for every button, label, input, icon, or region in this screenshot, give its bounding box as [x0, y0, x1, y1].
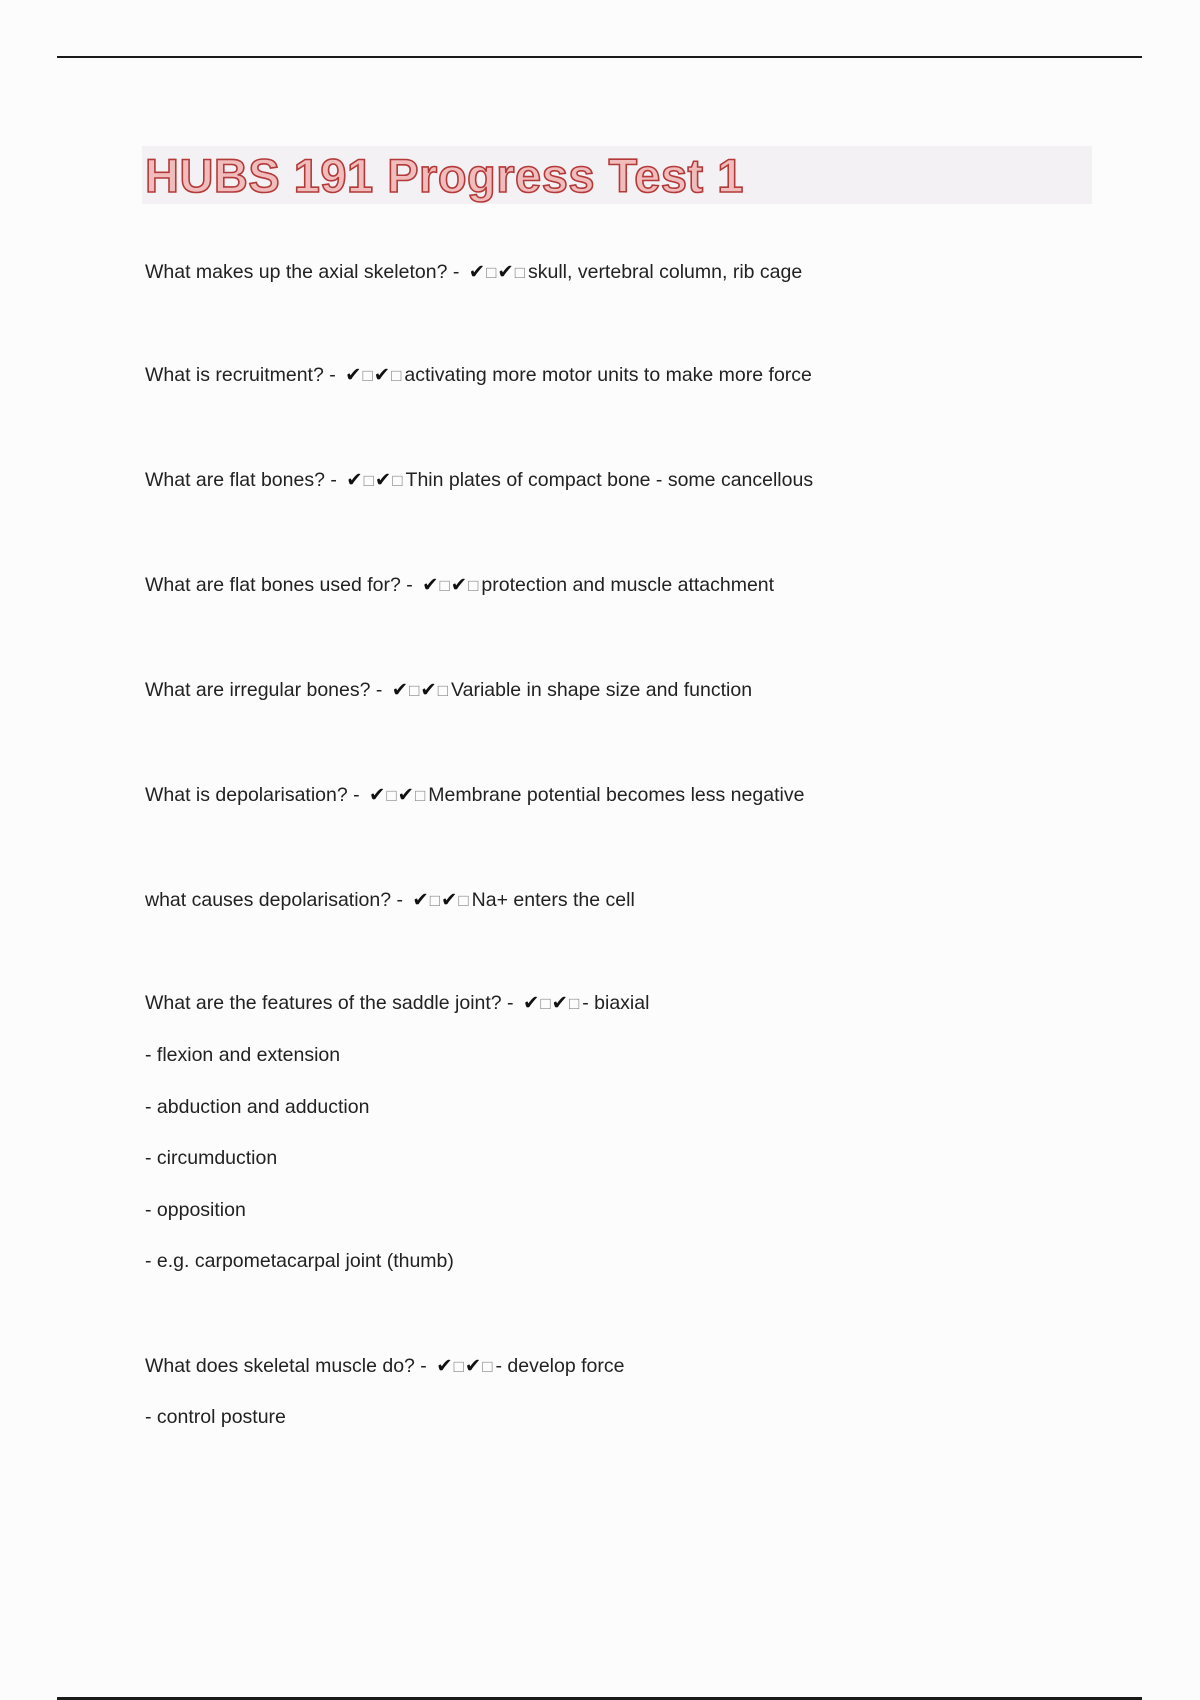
question-text: What makes up the axial skeleton? -	[145, 261, 460, 283]
check-icon: ✔	[551, 992, 569, 1014]
check-icon: ✔	[468, 261, 487, 283]
box-icon: □	[486, 263, 498, 282]
check-icon: ✔	[374, 469, 393, 491]
qa-item-7	[145, 887, 635, 914]
qa-item-6	[145, 782, 804, 809]
answer-marker	[436, 1353, 493, 1380]
box-icon: □	[468, 576, 480, 595]
box-icon: □	[429, 891, 442, 910]
box-icon: □	[415, 786, 427, 805]
check-icon: ✔	[373, 364, 392, 386]
check-icon: ✔	[345, 364, 363, 386]
qa-item-2	[145, 362, 812, 389]
check-icon: ✔	[450, 574, 469, 596]
question-text: What are irregular bones? -	[145, 679, 383, 701]
answer-marker	[412, 887, 469, 914]
box-icon: □	[437, 681, 450, 700]
question-text: What are flat bones? -	[145, 469, 337, 491]
answer-text: activating more motor units to make more force	[404, 364, 812, 386]
check-icon: ✔	[369, 784, 387, 806]
box-icon: □	[514, 263, 526, 282]
answer-line: - abduction and adduction	[145, 1096, 370, 1118]
box-icon: □	[458, 891, 470, 910]
box-icon: □	[540, 994, 552, 1013]
qa-item-3	[145, 467, 813, 494]
check-icon: ✔	[441, 889, 459, 911]
check-icon: ✔	[391, 679, 410, 701]
answer-text: protection and muscle attachment	[481, 574, 775, 596]
answer-text: Membrane potential becomes less negative	[428, 784, 805, 806]
check-icon: ✔	[464, 1355, 483, 1377]
question-text: What is recruitment? -	[145, 364, 336, 386]
check-icon: ✔	[497, 261, 515, 283]
question-text: What are the features of the saddle joint? -	[145, 992, 514, 1014]
answer-line: - control posture	[145, 1406, 286, 1428]
qa-item-4	[145, 572, 774, 599]
question-text: What is depolarisation? -	[145, 784, 360, 806]
box-icon: □	[439, 576, 451, 595]
answer-marker	[369, 782, 426, 809]
qa-item-5	[145, 677, 752, 704]
answer-marker	[345, 362, 402, 389]
answer-marker	[392, 677, 449, 704]
answer-marker	[346, 467, 403, 494]
box-icon: □	[392, 471, 404, 490]
box-icon: □	[453, 1357, 465, 1376]
box-icon: □	[363, 471, 375, 490]
answer-marker	[523, 990, 580, 1017]
check-icon: ✔	[422, 574, 440, 596]
answer-text: - develop force	[495, 1355, 625, 1377]
answer-text: skull, vertebral column, rib cage	[528, 261, 803, 283]
check-icon: ✔	[346, 469, 364, 491]
document-title: HUBS 191 Progress Test 1	[145, 149, 744, 202]
answer-marker	[422, 572, 479, 599]
qa-item-8	[145, 990, 649, 1017]
box-icon: □	[482, 1357, 494, 1376]
box-icon: □	[391, 366, 403, 385]
top-divider	[57, 56, 1142, 58]
qa-item-1	[145, 259, 802, 286]
question-text: what causes depolarisation? -	[145, 889, 403, 911]
answer-text: Thin plates of compact bone - some cancellous	[405, 469, 814, 491]
box-icon: □	[568, 994, 581, 1013]
answer-line: - circumduction	[145, 1147, 278, 1169]
check-icon: ✔	[412, 889, 430, 911]
check-icon: ✔	[397, 784, 415, 806]
check-icon: ✔	[420, 679, 438, 701]
question-text: What are flat bones used for? -	[145, 574, 413, 596]
check-icon: ✔	[522, 992, 541, 1014]
answer-text: - biaxial	[582, 992, 650, 1014]
qa-item-9	[145, 1353, 624, 1380]
answer-text: Variable in shape size and function	[451, 679, 753, 701]
answer-text: Na+ enters the cell	[471, 889, 635, 911]
check-icon: ✔	[436, 1355, 454, 1377]
box-icon: □	[409, 681, 421, 700]
question-text: What does skeletal muscle do? -	[145, 1355, 427, 1377]
answer-marker	[469, 259, 526, 286]
box-icon: □	[362, 366, 374, 385]
answer-line: - e.g. carpometacarpal joint (thumb)	[145, 1250, 454, 1272]
answer-line: - opposition	[145, 1199, 246, 1221]
box-icon: □	[386, 786, 398, 805]
answer-line: - flexion and extension	[145, 1044, 341, 1066]
